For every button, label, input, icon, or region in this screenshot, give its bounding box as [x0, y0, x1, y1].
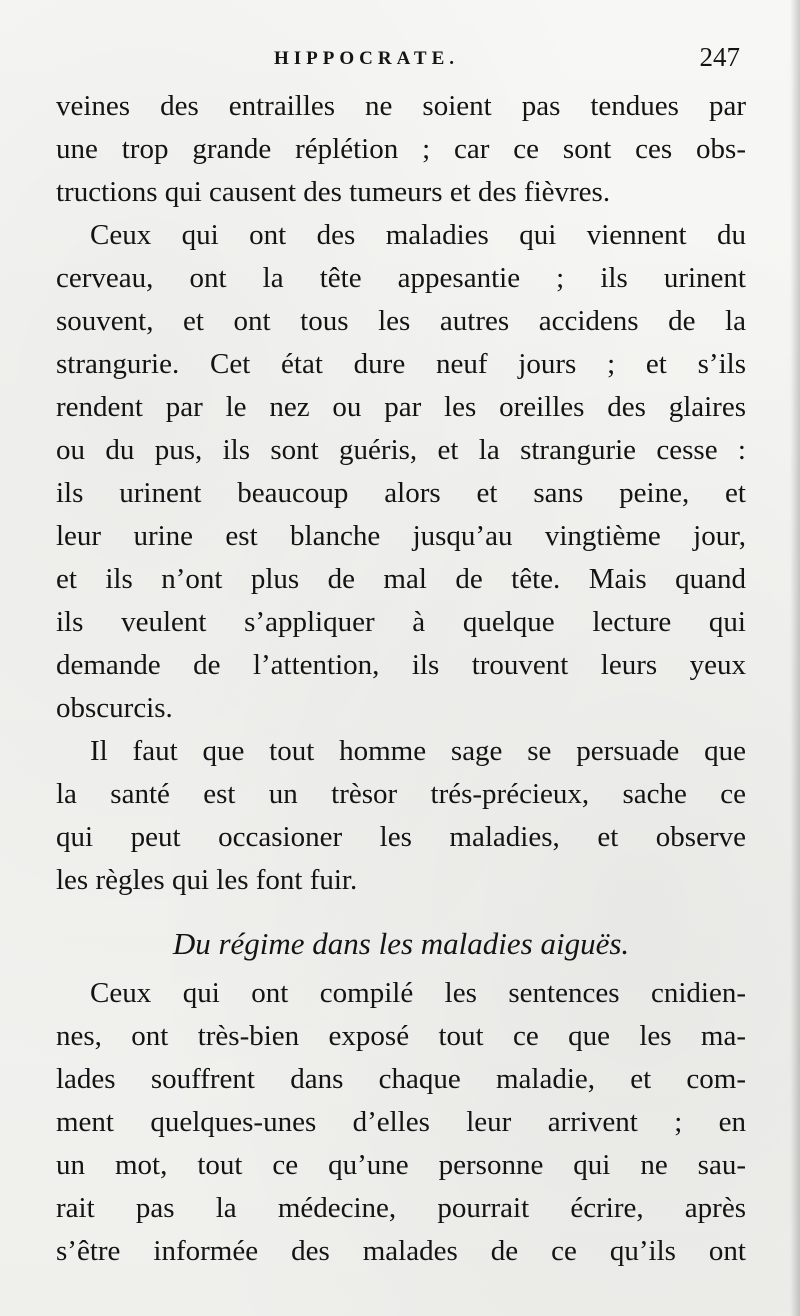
text-line: une trop grande réplétion ; car ce sont ces obs-: [56, 133, 746, 165]
text-line: Il faut que tout homme sage se persuade que: [90, 735, 746, 767]
text-line: demande de l’attention, ils trouvent leurs yeux: [56, 649, 746, 681]
page-edge-shadow: [790, 0, 800, 1316]
text-line: cerveau, ont la tête appesantie ; ils urinent: [56, 262, 746, 294]
text-line: lades souffrent dans chaque maladie, et com-: [56, 1063, 746, 1095]
text-line: s’être informée des malades de ce qu’ils ont: [56, 1235, 746, 1267]
text-line: ils urinent beaucoup alors et sans peine, et: [56, 477, 746, 509]
paragraph: [56, 214, 746, 730]
text-line: Ceux qui ont des maladies qui viennent du: [90, 219, 746, 251]
body-text: [56, 85, 746, 1273]
text-line: un mot, tout ce qu’une personne qui ne sau-: [56, 1149, 746, 1181]
text-line: la santé est un trèsor trés-précieux, sache ce: [56, 778, 746, 810]
text-line: souvent, et ont tous les autres accidens de la: [56, 305, 746, 337]
text-line: ment quelques-unes d’elles leur arrivent ; en: [56, 1106, 746, 1138]
text-line: ou du pus, ils sont guéris, et la strangurie cesse :: [56, 434, 746, 466]
page-header: [56, 42, 740, 82]
text-line: tructions qui causent des tumeurs et des fièvres.: [56, 176, 611, 208]
text-line: obscurcis.: [56, 692, 173, 724]
text-line: qui peut occasioner les maladies, et observe: [56, 821, 746, 853]
paragraph: [56, 972, 746, 1273]
text-line: leur urine est blanche jusqu’au vingtième jour,: [56, 520, 746, 552]
text-line: rendent par le nez ou par les oreilles des glaires: [56, 391, 746, 423]
text-line: ils veulent s’appliquer à quelque lecture qui: [56, 606, 746, 638]
paragraph: [56, 730, 746, 902]
text-line: et ils n’ont plus de mal de tête. Mais quand: [56, 563, 746, 595]
text-line: strangurie. Cet état dure neuf jours ; et s’ils: [56, 348, 746, 380]
page-number: 247: [699, 42, 740, 72]
section-spacer: [56, 902, 746, 916]
text-line: nes, ont très-bien exposé tout ce que les ma-: [56, 1020, 746, 1052]
running-title: HIPPOCRATE.: [274, 48, 460, 69]
text-line: Ceux qui ont compilé les sentences cnidien-: [90, 977, 746, 1009]
section-title: Du régime dans les maladies aiguës.: [172, 926, 630, 961]
text-line: les règles qui les font fuir.: [56, 864, 358, 896]
text-line: rait pas la médecine, pourrait écrire, après: [56, 1192, 746, 1224]
paragraph: [56, 85, 746, 214]
text-line: veines des entrailles ne soient pas tendues par: [56, 90, 746, 122]
